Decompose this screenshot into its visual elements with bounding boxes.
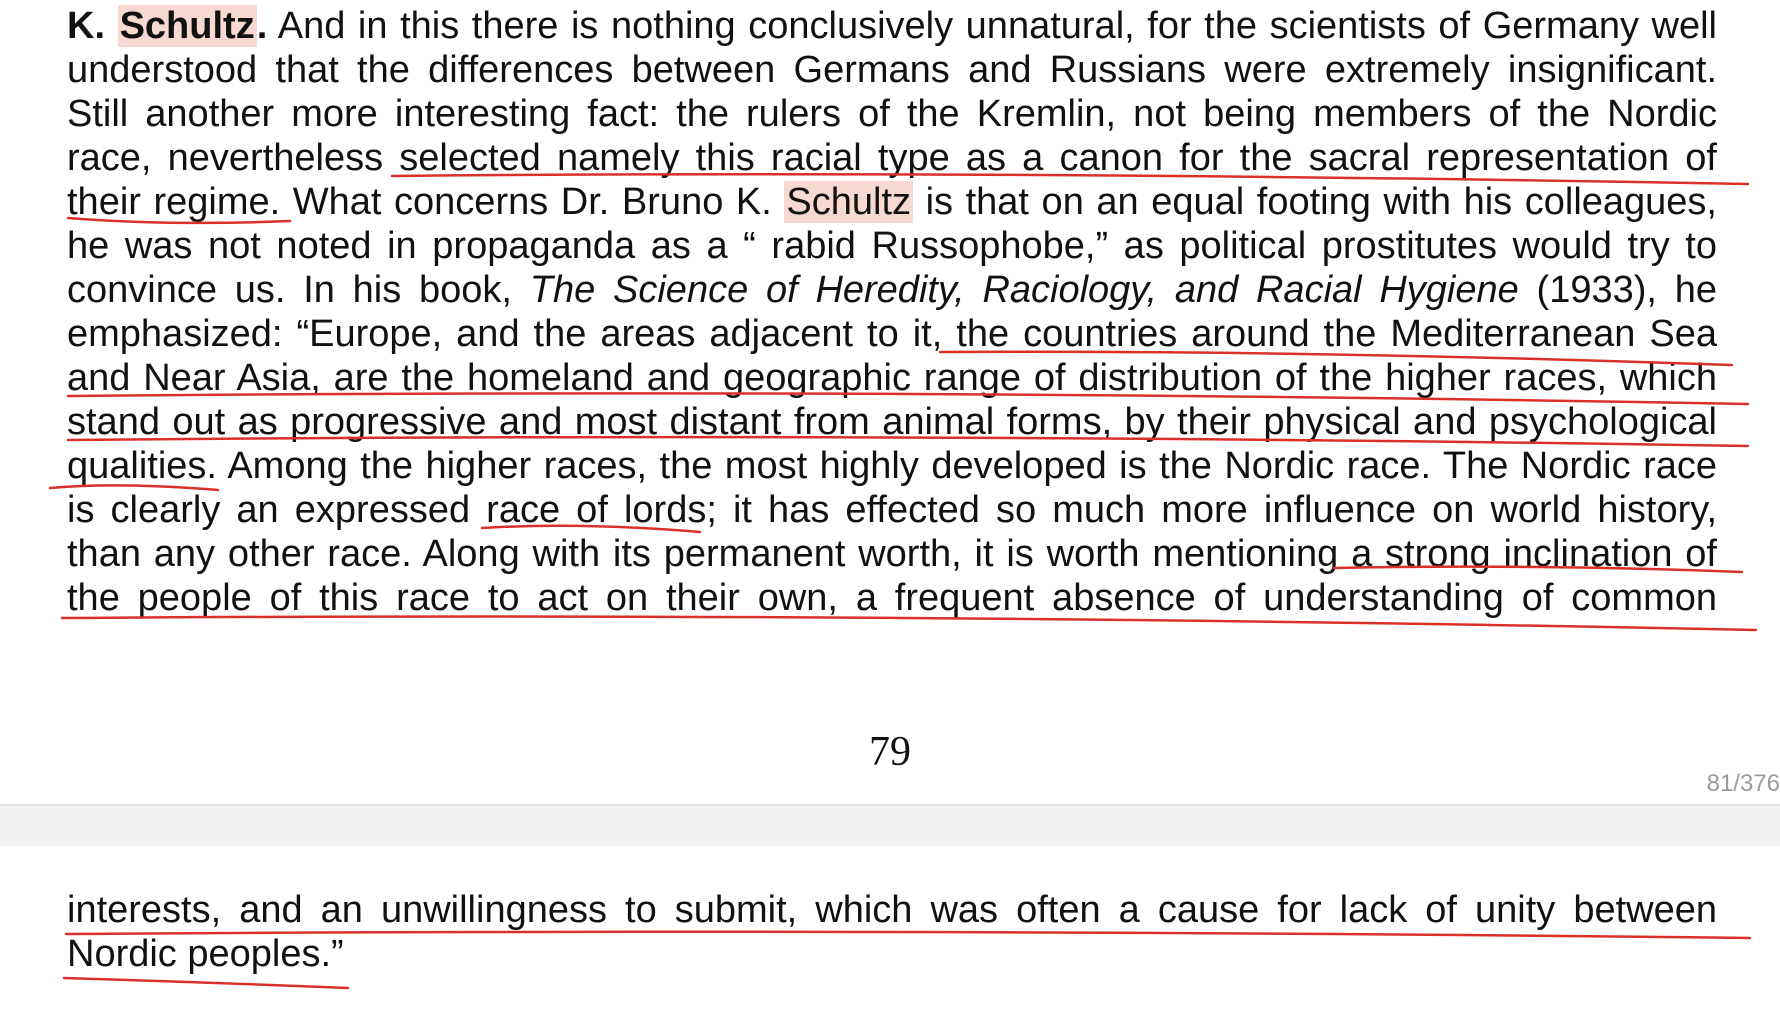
text-line: [67, 92, 1717, 136]
text-line: [67, 888, 1717, 932]
text-line: [67, 532, 1717, 576]
text-line: [67, 48, 1717, 92]
text-line: [67, 932, 1717, 976]
text-line: [67, 488, 1717, 532]
text-segment: interests, and an unwillingness to submit, which was often a cause for lack of unity between: [67, 889, 1717, 931]
text-segment: and Near Asia, are the homeland and geographic range of distribution of the higher races, which: [67, 357, 1717, 399]
search-highlight: Schultz: [119, 5, 255, 47]
page-body-text-continued: [67, 888, 1717, 976]
text-segment: .: [256, 5, 268, 47]
text-segment: is clearly an expressed race of lords; it has effected so much more influence on world history,: [67, 489, 1717, 531]
text-segment: than any other race. Along with its permanent worth, it is worth mentioning a strong inclination of: [67, 533, 1717, 575]
text-segment: K.: [67, 5, 118, 47]
text-line: [67, 4, 1717, 48]
search-highlight: Schultz: [786, 181, 912, 223]
text-segment: he was not noted in propaganda as a “ rabid Russophobe,” as political prostitutes would try to: [67, 225, 1717, 267]
text-segment: their regime. What concerns Dr. Bruno K.: [67, 181, 785, 223]
page-counter: 81/376: [1706, 770, 1780, 797]
text-segment: convince us. In his book,: [67, 269, 530, 311]
book-title: The Science of Heredity, Raciology, and Racial Hygiene: [529, 269, 1519, 311]
text-segment: stand out as progressive and most distant from animal forms, by their physical and psychological: [67, 401, 1717, 443]
text-line: [67, 180, 1717, 224]
text-line: [67, 576, 1717, 620]
text-segment: (1933), he: [1518, 269, 1717, 311]
text-segment: Nordic peoples.”: [67, 933, 344, 975]
page-body-text: [67, 4, 1717, 620]
text-line: [67, 136, 1717, 180]
text-segment: the people of this race to act on their own, a frequent absence of understanding of common: [67, 577, 1717, 619]
page-separator: [0, 804, 1780, 848]
text-line: [67, 356, 1717, 400]
text-line: [67, 268, 1717, 312]
text-segment: And in this there is nothing conclusively unnatural, for the scientists of Germany well: [267, 5, 1717, 47]
text-line: [67, 312, 1717, 356]
text-line: [67, 444, 1717, 488]
text-segment: understood that the differences between Germans and Russians were extremely insignificant.: [67, 49, 1717, 91]
text-segment: race, nevertheless selected namely this racial type as a canon for the sacral representation of: [67, 137, 1717, 179]
text-line: [67, 224, 1717, 268]
text-line: [67, 400, 1717, 444]
page-number: 79: [869, 729, 911, 775]
text-segment: emphasized: “Europe, and the areas adjacent to it, the countries around the Mediterranean Sea: [67, 313, 1717, 355]
text-segment: qualities. Among the higher races, the most highly developed is the Nordic race. The Nordic race: [67, 445, 1717, 487]
text-segment: is that on an equal footing with his colleagues,: [913, 181, 1717, 223]
text-segment: Still another more interesting fact: the rulers of the Kremlin, not being members of the Nordic: [67, 93, 1717, 135]
document-page-bottom: [0, 846, 1780, 1020]
